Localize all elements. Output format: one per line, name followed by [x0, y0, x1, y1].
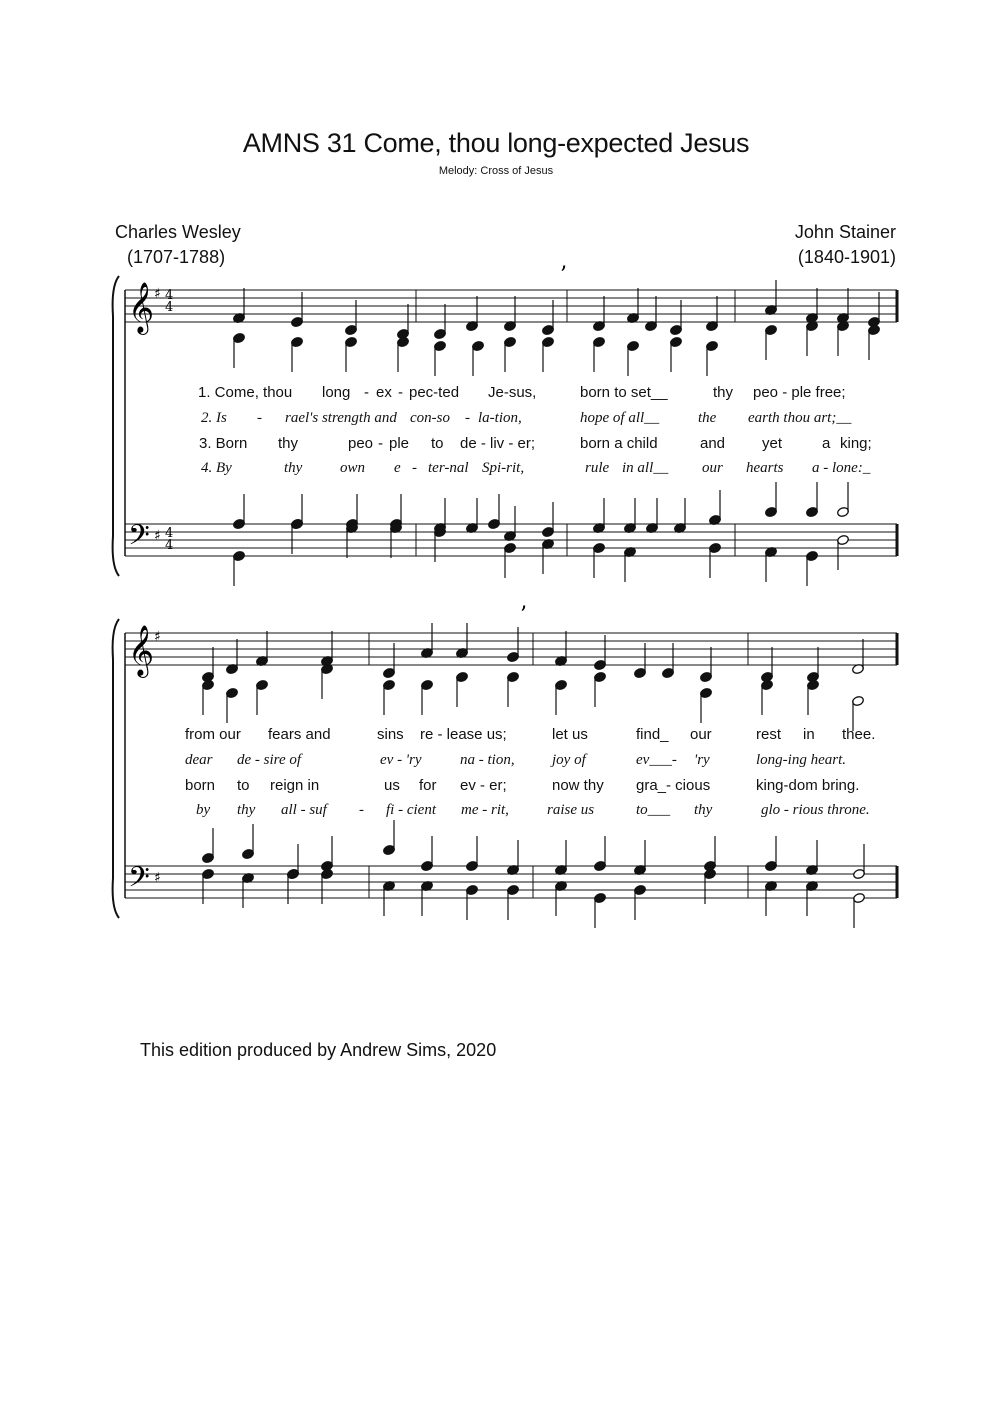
- lyric-syllable: fears and: [268, 726, 331, 743]
- lyric-syllable: de - sire of: [237, 752, 302, 768]
- lyric-syllable: -: [378, 435, 383, 452]
- lyric-syllable: long-ing heart.: [756, 752, 846, 768]
- lyric-syllable: 4. By: [201, 460, 232, 476]
- lyric-syllable: ter-nal: [428, 460, 469, 476]
- lyric-syllable: thy: [237, 802, 256, 818]
- lyric-syllable: thy: [278, 435, 299, 452]
- lyric-syllable: sins: [377, 726, 404, 743]
- lyric-syllable: joy of: [552, 752, 586, 768]
- lyric-syllable: fi - cient: [386, 802, 436, 818]
- lyric-syllable: thy: [694, 802, 713, 818]
- time-signature: 4: [165, 538, 174, 553]
- bass-clef: 𝄢: [128, 861, 150, 901]
- lyric-syllable: now thy: [552, 777, 604, 794]
- key-signature-sharp: ♯: [154, 870, 161, 886]
- lyric-syllable: -: [398, 384, 403, 401]
- lyric-syllable: -: [412, 460, 417, 476]
- lyric-syllable: a - lone:_: [812, 460, 871, 476]
- key-signature-sharp: ♯: [154, 629, 161, 645]
- breath-mark: ’: [560, 263, 567, 288]
- lyric-syllable: ev - er;: [460, 777, 507, 794]
- lyric-syllable: re - lease us;: [420, 726, 507, 743]
- lyric-syllable: rest: [756, 726, 782, 743]
- lyric-syllable: rael's strength and: [285, 410, 397, 426]
- lyric-syllable: pec-ted: [409, 384, 460, 401]
- lyric-syllable: reign in: [270, 777, 320, 794]
- lyric-syllable: long: [322, 384, 351, 401]
- lyric-syllable: de - liv - er;: [460, 435, 536, 452]
- lyric-syllable: for: [419, 777, 437, 794]
- lyric-syllable: thee.: [842, 726, 876, 743]
- lyric-syllable: 1. Come, thou: [198, 384, 293, 401]
- lyric-syllable: con-so: [410, 410, 450, 426]
- words-author-dates: (1707-1788): [127, 247, 226, 267]
- lyric-syllable: king;: [840, 435, 872, 452]
- lyric-syllable: ev___-: [636, 752, 677, 768]
- lyric-syllable: thy: [713, 384, 734, 401]
- lyric-syllable: -: [364, 384, 369, 401]
- lyric-syllable: to: [431, 435, 444, 452]
- breath-mark: ’: [520, 603, 527, 628]
- time-signature: 4: [165, 300, 174, 315]
- lyric-syllable: 'ry: [694, 752, 710, 768]
- lyric-syllable: ple: [389, 435, 410, 452]
- lyric-syllable: dear: [185, 752, 213, 768]
- lyric-syllable: gra_- cious: [636, 777, 711, 794]
- words-author-name: Charles Wesley: [115, 222, 241, 242]
- lyric-syllable: raise us: [547, 802, 595, 818]
- lyric-syllable: earth thou art;__: [748, 410, 852, 426]
- system-bracket: [113, 276, 119, 576]
- lyric-syllable: our: [690, 726, 712, 743]
- lyric-syllable: Je-sus,: [488, 384, 537, 401]
- lyric-syllable: hope of all__: [580, 410, 660, 426]
- lyric-syllable: all - suf: [281, 802, 327, 818]
- lyric-syllable: hearts: [746, 460, 784, 476]
- treble-clef: 𝄞: [128, 625, 155, 676]
- lyric-syllable: me - rit,: [461, 802, 509, 818]
- lyric-syllable: a: [822, 435, 831, 452]
- lyric-syllable: born a child: [580, 435, 658, 452]
- system-bracket: [113, 619, 119, 918]
- lyric-syllable: in: [803, 726, 815, 743]
- lyric-syllable: yet: [762, 435, 783, 452]
- lyric-syllable: 2. Is: [201, 410, 227, 426]
- lyric-syllable: our: [702, 460, 723, 476]
- lyric-syllable: ev - 'ry: [380, 752, 422, 768]
- lyric-syllable: find_: [636, 726, 669, 743]
- lyric-syllable: 3. Born: [199, 435, 248, 452]
- lyric-syllable: rule: [585, 460, 610, 476]
- lyric-syllable: -: [257, 410, 262, 426]
- lyric-syllable: born to set__: [580, 384, 668, 401]
- lyric-syllable: la-tion,: [478, 410, 522, 426]
- lyric-syllable: from our: [185, 726, 241, 743]
- lyric-syllable: peo: [348, 435, 374, 452]
- lyric-syllable: e: [394, 460, 401, 476]
- melody-name: Melody: Cross of Jesus: [438, 165, 554, 177]
- lyric-syllable: and: [700, 435, 726, 452]
- treble-clef: 𝄞: [128, 282, 155, 333]
- lyric-syllable: us: [384, 777, 400, 794]
- key-signature-sharp: ♯: [154, 528, 161, 544]
- music-author-dates: (1840-1901): [797, 247, 896, 267]
- lyric-syllable: to___: [636, 802, 671, 818]
- edition-credit: This edition produced by Andrew Sims, 2020: [140, 1040, 497, 1060]
- lyric-syllable: thy: [284, 460, 303, 476]
- time-signature: 4: [165, 288, 174, 303]
- lyric-syllable: born: [185, 777, 216, 794]
- lyric-syllable: the: [698, 410, 717, 426]
- lyric-syllable: Spi-rit,: [482, 460, 525, 476]
- bass-clef: 𝄢: [128, 519, 150, 559]
- lyric-syllable: peo - ple free;: [753, 384, 846, 401]
- lyric-syllable: glo - rious throne.: [761, 802, 870, 818]
- music-author-name: John Stainer: [794, 222, 896, 242]
- lyric-syllable: to: [237, 777, 250, 794]
- lyric-syllable: -: [359, 802, 364, 818]
- lyric-syllable: by: [196, 802, 211, 818]
- time-signature: 4: [165, 526, 174, 541]
- lyric-syllable: let us: [552, 726, 588, 743]
- hymn-title: AMNS 31 Come, thou long-expected Jesus: [242, 128, 750, 158]
- key-signature-sharp: ♯: [154, 286, 161, 302]
- lyric-syllable: ex: [376, 384, 392, 401]
- lyric-syllable: own: [340, 460, 366, 476]
- lyric-syllable: -: [465, 410, 470, 426]
- lyric-syllable: na - tion,: [460, 752, 515, 768]
- lyric-syllable: king-dom bring.: [756, 777, 860, 794]
- lyric-syllable: in all__: [622, 460, 669, 476]
